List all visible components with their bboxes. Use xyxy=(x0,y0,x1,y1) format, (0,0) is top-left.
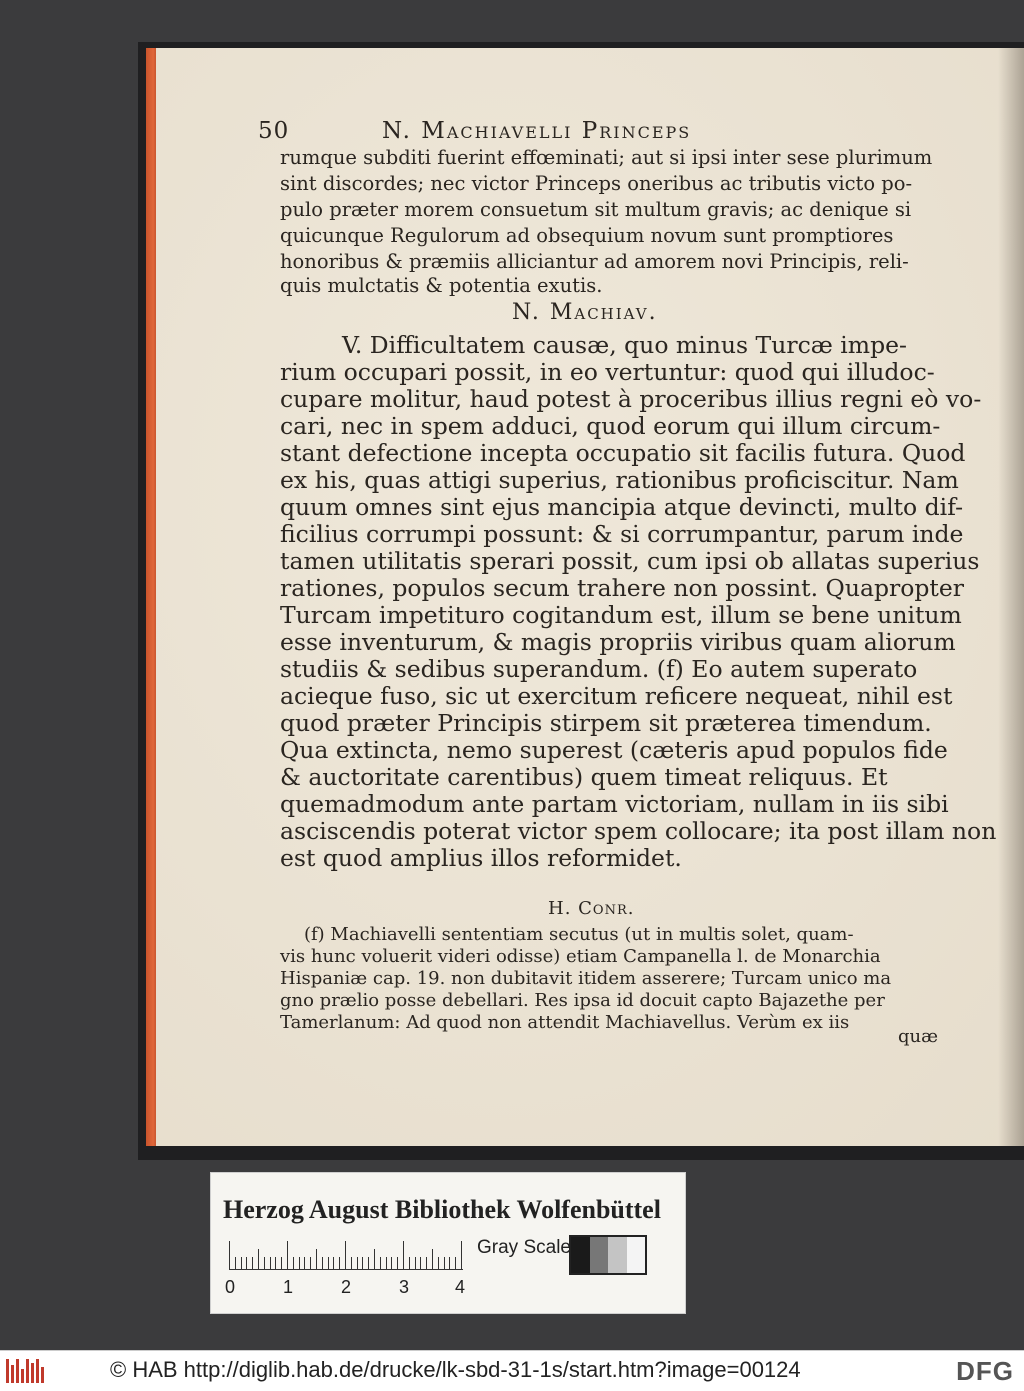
ruler-tick xyxy=(264,1257,265,1269)
text-line: rationes, populos secum trahere non possint. Quapropter xyxy=(280,574,965,602)
ruler-tick xyxy=(241,1257,242,1269)
ruler-tick xyxy=(299,1257,300,1269)
ruler-tick xyxy=(409,1257,410,1269)
ruler-scale xyxy=(229,1241,463,1270)
ruler-tick xyxy=(270,1257,271,1269)
ruler-tick xyxy=(316,1249,317,1269)
grayscale-step xyxy=(571,1237,590,1273)
page-number: 50 xyxy=(258,118,290,144)
ruler-tick xyxy=(351,1257,352,1269)
ruler-tick xyxy=(432,1249,433,1269)
ruler-tick xyxy=(374,1249,375,1269)
ruler-number: 4 xyxy=(455,1277,466,1297)
ruler-number: 3 xyxy=(399,1277,410,1297)
text-line: cari, nec in spem adduci, quod eorum qui illum circum- xyxy=(280,412,941,440)
text-line: ficilius corrumpi possunt: & si corrumpantur, parum inde xyxy=(280,520,964,548)
ruler-tick xyxy=(287,1241,288,1269)
grayscale-step xyxy=(627,1237,646,1273)
ruler-tick xyxy=(293,1257,294,1269)
text-line: esse inventurum, & magis propriis viribus quam aliorum xyxy=(280,628,956,656)
text-line: quemadmodum ante partam victoriam, nullam in iis sibi xyxy=(280,790,949,818)
running-head: N. Machiavelli Princeps xyxy=(382,118,692,144)
text-line: Qua extincta, nemo superest (cæteris apud populos fide xyxy=(280,736,948,764)
text-line: & auctoritate carentibus) quem timeat reliquus. Et xyxy=(280,763,888,791)
ruler-tick xyxy=(235,1257,236,1269)
ruler-tick xyxy=(438,1257,439,1269)
ruler-tick xyxy=(403,1241,404,1269)
text-line: rumque subditi fuerint effœminati; aut si ipsi inter sese plurimum xyxy=(280,146,933,169)
ruler-number: 1 xyxy=(283,1277,294,1297)
ruler-tick xyxy=(328,1257,329,1269)
hab-logo-icon xyxy=(6,1359,46,1383)
page-spine-shadow xyxy=(998,48,1024,1146)
text-line: acieque fuso, sic ut exercitum reficere nequeat, nihil est xyxy=(280,682,953,710)
ruler-tick xyxy=(246,1257,247,1269)
ruler-tick xyxy=(362,1257,363,1269)
footer-copyright-link[interactable]: © HAB http://diglib.hab.de/drucke/lk-sbd-31-1s/start.htm?image=00124 xyxy=(110,1357,801,1382)
ruler-tick xyxy=(386,1257,387,1269)
ruler-tick xyxy=(322,1257,323,1269)
text-line: tamen utilitatis sperari possit, cum ipsi ob allatas superius xyxy=(280,547,980,575)
ruler-tick xyxy=(391,1257,392,1269)
library-name: Herzog August Bibliothek Wolfenbüttel xyxy=(223,1195,661,1224)
ruler-tick xyxy=(455,1257,456,1269)
text-line: asciscendis poterat victor spem collocare; ita post illam non xyxy=(280,817,997,845)
text-line: est quod amplius illos reformidet. xyxy=(280,844,682,872)
ruler-tick xyxy=(229,1241,230,1269)
text-line: ex his, quas attigi superius, rationibus proficiscitur. Nam xyxy=(280,466,959,494)
text-line: quod præter Principis stirpem sit præterea timendum. xyxy=(280,709,932,737)
text-line: quis mulctatis & potentia exutis. xyxy=(280,274,603,297)
grayscale-label: Gray Scale xyxy=(477,1237,571,1258)
ruler-tick xyxy=(449,1257,450,1269)
catchword: quæ xyxy=(898,1026,939,1047)
text-line: quicunque Regulorum ad obsequium novum sunt promptiores xyxy=(280,224,894,247)
text-line: sint discordes; nec victor Princeps oneribus ac tributis victo po- xyxy=(280,172,913,195)
ruler-tick xyxy=(345,1241,346,1269)
ruler-tick xyxy=(461,1241,462,1269)
text-line: vis hunc voluerit videri odisse) etiam Campanella l. de Monarchia xyxy=(280,946,881,967)
ruler-tick xyxy=(357,1257,358,1269)
ruler-tick xyxy=(444,1257,445,1269)
ruler-tick xyxy=(258,1249,259,1269)
library-label xyxy=(210,1172,686,1314)
ruler-number: 0 xyxy=(225,1277,236,1297)
grayscale-step xyxy=(590,1237,609,1273)
footer-bar xyxy=(0,1350,1024,1391)
ruler-tick xyxy=(397,1257,398,1269)
ruler-tick xyxy=(380,1257,381,1269)
ruler-tick xyxy=(339,1257,340,1269)
section-heading-machiav: N. Machiav. xyxy=(512,300,658,325)
text-line: Hispaniæ cap. 19. non dubitavit itidem asserere; Turcam unico ma xyxy=(280,968,892,989)
book-page xyxy=(156,48,1024,1146)
ruler-tick xyxy=(420,1257,421,1269)
ruler-tick xyxy=(426,1257,427,1269)
ruler-number: 2 xyxy=(341,1277,352,1297)
text-line: studiis & sedibus superandum. (f) Eo autem superato xyxy=(280,655,918,683)
text-line: V. Difficultatem causæ, quo minus Turcæ impe- xyxy=(342,331,907,359)
ruler-tick xyxy=(281,1257,282,1269)
ruler-tick xyxy=(415,1257,416,1269)
text-line: quum omnes sint ejus mancipia atque devincti, multo dif- xyxy=(280,493,964,521)
ruler-tick xyxy=(368,1257,369,1269)
grayscale-step xyxy=(608,1237,627,1273)
section-heading-conr: H. Conr. xyxy=(548,898,635,919)
text-line: honoribus & præmiis alliciantur ad amorem novi Principis, reli- xyxy=(280,250,909,273)
text-line: cupare molitur, haud potest à proceribus illius regni eò vo- xyxy=(280,385,982,413)
text-line: stant defectione incepta occupatio sit facilis futura. Quod xyxy=(280,439,966,467)
text-line: gno prælio posse debellari. Res ipsa id docuit capto Bajazethe per xyxy=(280,990,885,1011)
text-line: (f) Machiavelli sententiam secutus (ut in multis solet, quam- xyxy=(304,924,854,945)
text-line: pulo præter morem consuetum sit multum gravis; ac denique si xyxy=(280,198,912,221)
ruler-tick xyxy=(310,1257,311,1269)
text-line: rium occupari possit, in eo vertuntur: quod qui illudoc- xyxy=(280,358,935,386)
text-line: Tamerlanum: Ad quod non attendit Machiavellus. Verùm ex iis xyxy=(280,1012,850,1033)
text-line: Turcam impetituro cogitandum est, illum se bene unitum xyxy=(280,601,962,629)
ruler-tick xyxy=(333,1257,334,1269)
ruler-tick xyxy=(304,1257,305,1269)
ruler-tick xyxy=(252,1257,253,1269)
grayscale-swatch xyxy=(569,1235,647,1275)
dfg-logo: DFG xyxy=(956,1356,1014,1386)
ruler-tick xyxy=(275,1257,276,1269)
